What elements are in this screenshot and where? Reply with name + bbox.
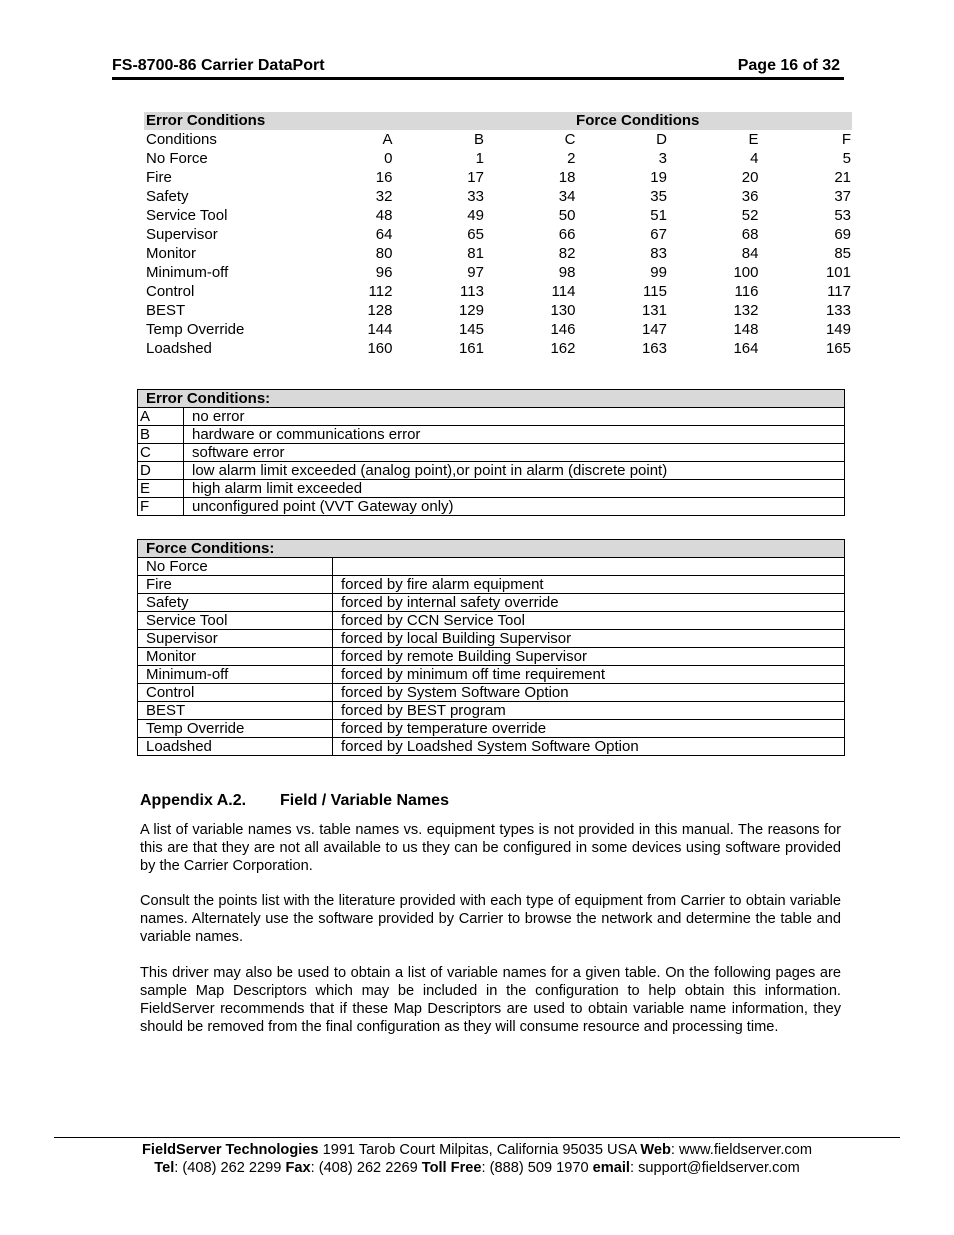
error-description: high alarm limit exceeded [184,480,845,498]
matrix-cell: 82 [558,245,576,262]
appendix-title: Field / Variable Names [280,792,449,809]
footer-web-link[interactable]: : www.fieldserver.com [670,1142,812,1158]
matrix-cell: 149 [825,321,851,338]
matrix-cell: 100 [733,264,759,281]
matrix-cell: 147 [641,321,667,338]
footer-tollfree: : (888) 509 1970 [481,1160,593,1176]
matrix-cell: 68 [741,226,759,243]
matrix-cell: 96 [375,264,393,281]
force-row [138,594,845,612]
matrix-cell: 65 [467,226,484,243]
matrix-row-label: Minimum-off [146,264,229,281]
error-code: C [138,444,184,462]
matrix-cell: 129 [458,302,484,319]
force-row [138,720,845,738]
matrix-cell: 144 [367,321,393,338]
matrix-cell: 66 [558,226,576,243]
error-description: hardware or communications error [184,426,845,444]
force-description: forced by internal safety override [333,594,845,612]
matrix-column-header: E [748,131,759,148]
matrix-corner-label: Error Conditions [144,112,299,130]
matrix-cell: 128 [367,302,393,319]
force-description: forced by fire alarm equipment [333,576,845,594]
matrix-cell: 36 [741,188,759,205]
matrix-cell: 145 [458,321,484,338]
matrix-column-header: B [473,131,484,148]
matrix-cell: 161 [458,340,484,357]
matrix-column-header: C [564,131,576,148]
error-description: software error [184,444,845,462]
force-name: Supervisor [138,630,333,648]
force-name: Safety [138,594,333,612]
force-conditions-table [137,539,845,756]
matrix-cell: 113 [460,283,484,300]
matrix-cell: 131 [641,302,667,319]
matrix-cell: 1 [475,150,484,167]
matrix-row [144,206,852,225]
error-table-title: Error Conditions: [138,390,845,408]
matrix-cell: 50 [558,207,576,224]
force-description: forced by CCN Service Tool [333,612,845,630]
error-code: D [138,462,184,480]
header-divider [112,77,844,80]
footer-email-label: email [592,1160,630,1176]
document-title: FS-8700-86 Carrier DataPort [112,57,325,74]
error-row [138,498,845,516]
matrix-cell: 5 [842,150,851,167]
matrix-row [144,320,852,339]
matrix-cell: 20 [741,169,759,186]
error-row [138,480,845,498]
matrix-cell: 117 [827,283,851,300]
matrix-group-label: Force Conditions [299,112,852,130]
matrix-cell: 162 [550,340,576,357]
matrix-cell: 67 [650,226,667,243]
matrix-cell: 114 [551,283,576,300]
error-conditions-table [137,389,845,516]
matrix-cell: 48 [375,207,393,224]
matrix-row-label: Fire [146,169,172,186]
matrix-row [144,168,852,187]
footer-line-contact [0,1160,954,1176]
error-code: B [138,426,184,444]
force-name: Service Tool [138,612,333,630]
condition-matrix-table [144,112,852,358]
matrix-columns-row [144,130,852,149]
force-row [138,684,845,702]
matrix-row-label: Loadshed [146,340,212,357]
matrix-cell: 112 [368,283,393,300]
matrix-cell: 19 [650,169,667,186]
force-name: Control [138,684,333,702]
force-name: Monitor [138,648,333,666]
body-paragraph: A list of variable names vs. table names vs. equipment types is not provided in this manual. The reasons for this are that they are not all available to us they can be configured in some devices using software provided by the Carrier Corporation. [140,822,841,874]
matrix-row [144,149,852,168]
matrix-cell: 18 [558,169,576,186]
force-description: forced by BEST program [333,702,845,720]
matrix-cell: 115 [643,283,667,300]
matrix-cell: 34 [558,188,576,205]
footer-email-link[interactable]: : support@fieldserver.com [629,1160,800,1176]
matrix-cell: 99 [650,264,667,281]
footer-address: 1991 Tarob Court Milpitas, California 95035 USA [318,1142,641,1158]
footer-fax-label: Fax [285,1160,311,1176]
force-name: Fire [138,576,333,594]
force-table-title: Force Conditions: [138,540,845,558]
footer-web-label: Web [640,1142,671,1158]
matrix-row [144,244,852,263]
matrix-cell: 33 [467,188,484,205]
error-description: low alarm limit exceeded (analog point),or point in alarm (discrete point) [184,462,845,480]
matrix-row [144,282,852,301]
error-row [138,444,845,462]
matrix-row-label: Supervisor [146,226,218,243]
matrix-cell: 116 [734,283,759,300]
matrix-row-label: Monitor [146,245,197,262]
matrix-cell: 52 [741,207,759,224]
appendix-number: Appendix A.2. [140,792,247,809]
error-row [138,462,845,480]
footer-divider [54,1137,900,1138]
matrix-cell: 98 [558,264,576,281]
force-name: Loadshed [138,738,333,756]
force-row [138,702,845,720]
footer-line-address [0,1142,954,1158]
matrix-cell: 101 [825,264,851,281]
force-row [138,738,845,756]
matrix-cell: 3 [658,150,667,167]
matrix-column-header: A [382,131,393,148]
matrix-row-label: Temp Override [146,321,245,338]
matrix-cell: 2 [567,150,576,167]
force-table-header [138,540,845,558]
matrix-header-row [144,112,852,130]
matrix-cell: 0 [384,150,393,167]
force-name: BEST [138,702,333,720]
force-description: forced by remote Building Supervisor [333,648,845,666]
matrix-row [144,263,852,282]
matrix-cell: 164 [733,340,759,357]
matrix-cell: 51 [650,207,667,224]
matrix-column-header: D [656,131,667,148]
matrix-cell: 49 [467,207,484,224]
page-number: Page 16 of 32 [737,57,840,74]
force-description: forced by minimum off time requirement [333,666,845,684]
matrix-cell: 146 [550,321,576,338]
matrix-cell: 133 [825,302,851,319]
error-description: no error [184,408,845,426]
matrix-row [144,225,852,244]
matrix-cell: 64 [375,226,393,243]
error-row [138,408,845,426]
matrix-cell: 160 [367,340,393,357]
matrix-cell: 83 [650,245,667,262]
appendix-heading [140,792,449,810]
force-description: forced by Loadshed System Software Option [333,738,845,756]
matrix-cell: 97 [467,264,484,281]
matrix-row [144,187,852,206]
matrix-row-label: Control [146,283,195,300]
force-name: No Force [138,558,333,576]
matrix-cell: 21 [834,169,851,186]
error-description: unconfigured point (VVT Gateway only) [184,498,845,516]
matrix-cell: 35 [650,188,667,205]
error-code: F [138,498,184,516]
force-row [138,576,845,594]
matrix-cell: 16 [375,169,393,186]
matrix-column-header: F [841,131,851,148]
matrix-row-label: Service Tool [146,207,228,224]
matrix-cell: 32 [375,188,393,205]
matrix-cell: 53 [834,207,851,224]
matrix-cell: 84 [741,245,759,262]
matrix-cell: 132 [733,302,759,319]
force-description: forced by System Software Option [333,684,845,702]
force-description [333,558,845,576]
matrix-cell: 69 [834,226,851,243]
footer-company: FieldServer Technologies [142,1142,319,1158]
matrix-row-label: No Force [146,150,208,167]
footer-tollfree-label: Toll Free [421,1160,482,1176]
matrix-cell: 4 [750,150,759,167]
force-row [138,558,845,576]
error-code: E [138,480,184,498]
matrix-cell: 148 [733,321,759,338]
matrix-cell: 80 [375,245,393,262]
force-description: forced by local Building Supervisor [333,630,845,648]
matrix-cell: 163 [641,340,667,357]
footer-tel-label: Tel [154,1160,175,1176]
error-table-header [138,390,845,408]
matrix-row-label: BEST [146,302,186,319]
force-name: Minimum-off [138,666,333,684]
matrix-row-label: Safety [146,188,189,205]
error-code: A [138,408,184,426]
matrix-cell: 81 [467,245,484,262]
matrix-cell: 130 [550,302,576,319]
force-name: Temp Override [138,720,333,738]
matrix-columns-label: Conditions [146,131,217,148]
force-row [138,612,845,630]
matrix-cell: 37 [834,188,851,205]
body-paragraph: This driver may also be used to obtain a list of variable names for a given table. On the following pages are sample Map Descriptors which may be included in the configuration to help obtain this information. FieldServer recommends that if these Map Descriptors are used to obtain variable name information, they should be removed from the final configuration as they will consume resource and processing time. [140,965,841,1035]
force-row [138,666,845,684]
force-description: forced by temperature override [333,720,845,738]
matrix-cell: 85 [834,245,851,262]
body-paragraph: Consult the points list with the literature provided with each type of equipment from Carrier to obtain variable names. Alternately use the software provided by Carrier to browse the network and determine the table and variable names. [140,893,841,945]
matrix-row [144,339,852,358]
force-row [138,648,845,666]
matrix-row [144,301,852,320]
matrix-cell: 17 [467,169,484,186]
force-row [138,630,845,648]
error-row [138,426,845,444]
matrix-cell: 165 [825,340,851,357]
footer-tel: : (408) 262 2299 [174,1160,286,1176]
footer-fax: : (408) 262 2269 [310,1160,422,1176]
